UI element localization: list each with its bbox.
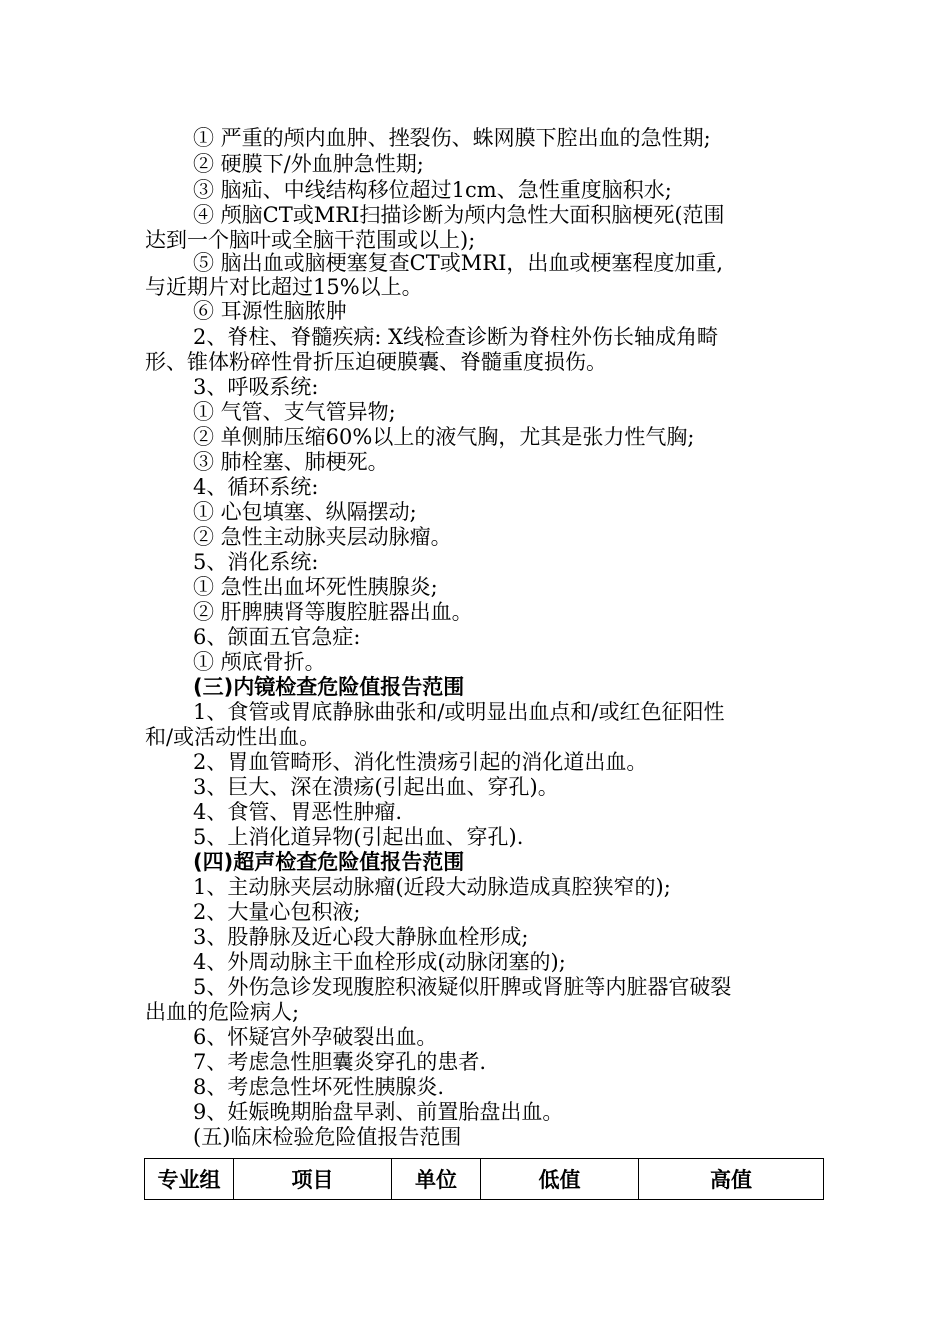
text-line: ② 硬膜下/外血肿急性期; <box>193 152 424 176</box>
text-line: ② 急性主动脉夹层动脉瘤。 <box>193 525 452 549</box>
text-line: 形、锥体粉碎性骨折压迫硬膜囊、脊髓重度损伤。 <box>145 350 607 374</box>
text-line: 1、主动脉夹层动脉瘤(近段大动脉造成真腔狭窄的); <box>193 875 671 899</box>
text-line: 5、外伤急诊发现腹腔积液疑似肝脾或肾脏等内脏器官破裂 <box>193 975 732 999</box>
text-line: 4、外周动脉主干血栓形成(动脉闭塞的); <box>193 950 566 974</box>
column-header: 低值 <box>481 1159 639 1200</box>
text-line: 3、股静脉及近心段大静脉血栓形成; <box>193 925 529 949</box>
text-line: ① 颅底骨折。 <box>193 650 326 674</box>
text-line: 6、怀疑宫外孕破裂出血。 <box>193 1025 438 1049</box>
column-header: 专业组 <box>145 1159 234 1200</box>
column-header: 单位 <box>392 1159 481 1200</box>
text-line: 3、呼吸系统: <box>193 375 319 399</box>
critical-values-table <box>144 1158 824 1200</box>
text-line: 7、考虑急性胆囊炎穿孔的患者. <box>193 1050 487 1074</box>
text-line: 和/或活动性出血。 <box>145 725 321 749</box>
text-line: ⑤ 脑出血或脑梗塞复查CT或MRI，出血或梗塞程度加重, <box>193 251 724 275</box>
text-line: ⑥ 耳源性脑脓肿 <box>193 299 347 323</box>
text-line: 4、食管、胃恶性肿瘤. <box>193 800 403 824</box>
text-line: 2、胃血管畸形、消化性溃疡引起的消化道出血。 <box>193 750 648 774</box>
text-line: 8、考虑急性坏死性胰腺炎. <box>193 1075 445 1099</box>
text-line: 4、循环系统: <box>193 475 319 499</box>
text-line: 2、脊柱、脊髓疾病: X线检查诊断为脊柱外伤长轴成角畸 <box>193 325 719 349</box>
section-heading: (四)超声检查危险值报告范围 <box>193 850 465 874</box>
text-line: 9、妊娠晚期胎盘早剥、前置胎盘出血。 <box>193 1100 564 1124</box>
text-line: ③ 脑疝、中线结构移位超过1cm、急性重度脑积水; <box>193 178 672 202</box>
text-line: ② 单侧肺压缩60%以上的液气胸，尤其是张力性气胸; <box>193 425 695 449</box>
text-line: ① 急性出血坏死性胰腺炎; <box>193 575 438 599</box>
section-heading: (三)内镜检查危险值报告范围 <box>193 675 465 699</box>
text-line: 2、大量心包积液; <box>193 900 361 924</box>
text-line: ① 气管、支气管异物; <box>193 400 396 424</box>
text-line: 出血的危险病人; <box>145 1000 300 1024</box>
column-header: 高值 <box>639 1159 824 1200</box>
text-line: ② 肝脾胰肾等腹腔脏器出血。 <box>193 600 473 624</box>
text-line: 5、消化系统: <box>193 550 319 574</box>
column-header: 项目 <box>234 1159 392 1200</box>
text-line: ③ 肺栓塞、肺梗死。 <box>193 450 389 474</box>
text-line: 达到一个脑叶或全脑干范围或以上); <box>145 228 476 252</box>
table-header-row <box>145 1159 824 1200</box>
text-line: ④ 颅脑CT或MRI扫描诊断为颅内急性大面积脑梗死(范围 <box>193 203 725 227</box>
section-heading: (五)临床检验危险值报告范围 <box>193 1125 462 1149</box>
text-line: 3、巨大、深在溃疡(引起出血、穿孔)。 <box>193 775 559 799</box>
text-line: 6、颌面五官急症: <box>193 625 361 649</box>
text-line: ① 严重的颅内血肿、挫裂伤、蛛网膜下腔出血的急性期; <box>193 126 711 150</box>
text-line: ① 心包填塞、纵隔摆动; <box>193 500 417 524</box>
text-line: 1、食管或胃底静脉曲张和/或明显出血点和/或红色征阳性 <box>193 700 725 724</box>
text-line: 5、上消化道异物(引起出血、穿孔). <box>193 825 524 849</box>
text-line: 与近期片对比超过15%以上。 <box>145 275 423 299</box>
